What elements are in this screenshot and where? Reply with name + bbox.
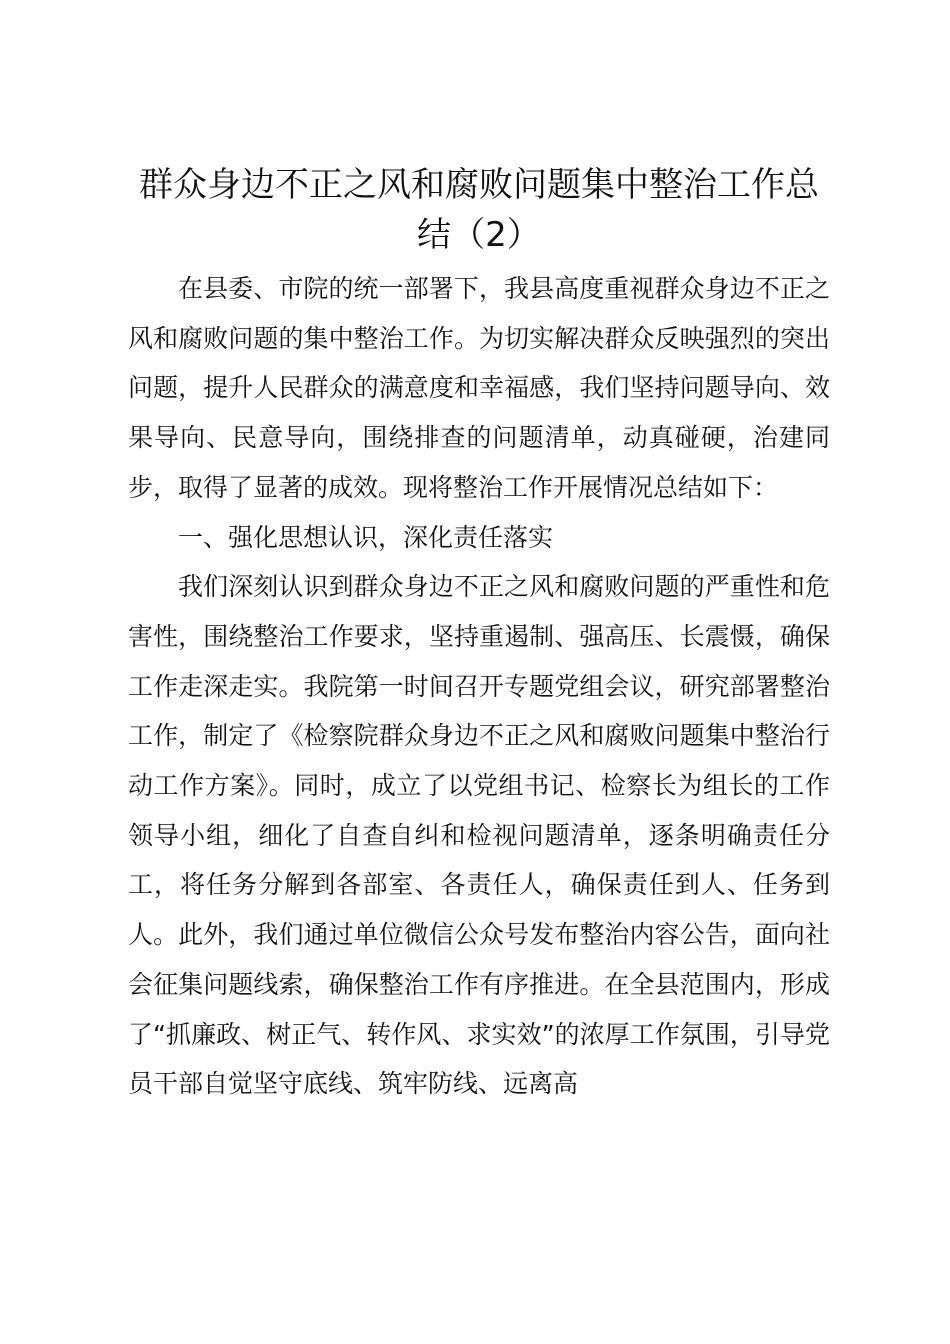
document-title: 群众身边不正之风和腐败问题集中整治工作总结（2） (139, 165, 819, 255)
section-heading-1: 一、强化思想认识，深化责任落实 (178, 522, 554, 552)
section-1-paragraph: 我们深刻认识到群众身边不正之风和腐败问题的严重性和危害性，围绕整治工作要求，坚持重遏制、强高压、长震慑，确保工作走深走实。我院第一时间召开专题党组会议，研究部署整治工作，制定了《检察院群众身边不正之风和腐败问题集中整治行动工作方案》。同时，成立了以党组书记、检察长为组长的工作领导小组，细化了自查自纠和检视问题清单，逐条明确责任分工，将任务分解到各部室、各责任人，确保责任到人、任务到人。此外，我们通过单位微信公众号发布整治内容公告，面向社会征集问题线索，确保整治工作有序推进。在全县范围内，形成了“抓廉政、树正气、转作风、求实效”的浓厚工作氛围，引导党员干部自觉坚守底线、筑牢防线、远离高 (128, 572, 830, 1099)
intro-paragraph: 在县委、市院的统一部署下，我县高度重视群众身边不正之风和腐败问题的集中整治工作。为切实解决群众反映强烈的突出问题，提升人民群众的满意度和幸福感，我们坚持问题导向、效果导向、民意导向，围绕排查的问题清单，动真碰硬，治建同步，取得了显著的成效。现将整治工作开展情况总结如下： (128, 274, 830, 502)
